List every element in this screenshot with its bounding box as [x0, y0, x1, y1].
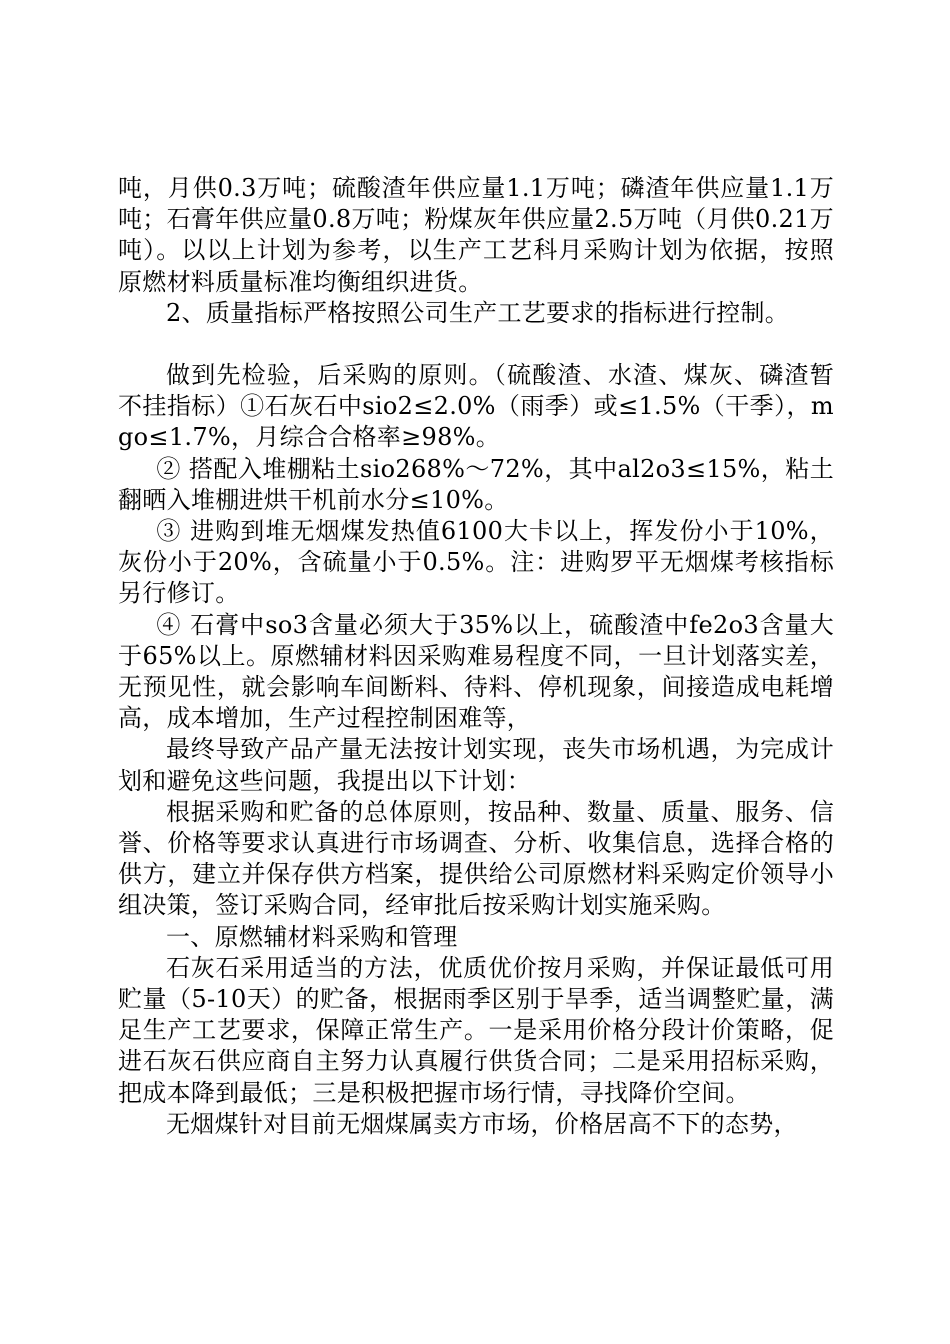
paragraph-procurement-principle: 根据采购和贮备的总体原则，按品种、数量、质量、服务、信誉、价格等要求认真进行市场调查、分析、收集信息，选择合格的供方，建立并保存供方档案，提供给公司原燃材料采购定价领导小组决策，签订采购合同，经审批后按采购计划实施采购。 [118, 797, 834, 920]
paragraph-supply-quantities: 吨，月供0.3万吨；硫酸渣年供应量1.1万吨；磷渣年供应量1.1万吨；石膏年供应量0.8万吨；粉煤灰年供应量2.5万吨（月供0.21万吨）。以以上计划为参考，以生产工艺科月采购计划为依据，按照原燃材料质量标准均衡组织进货。 [118, 174, 834, 296]
paragraph-inspect-first: 做到先检验，后采购的原则。（硫酸渣、水渣、煤灰、磷渣暂不挂指标）①石灰石中sio2≤2.0%（雨季）或≤1.5%（干季），mgo≤1.7%，月综合合格率≥98%。 [118, 361, 834, 452]
paragraph-anthracite-market: 无烟煤针对目前无烟煤属卖方市场，价格居高不下的态势， [166, 1109, 798, 1138]
paragraph-clay-spec: ② 搭配入堆棚粘土sio268%～72%，其中al2o3≤15%，粘土翻晒入堆棚进烘干机前水分≤10%。 [118, 454, 834, 514]
paragraph-anthracite-spec: ③ 进购到堆无烟煤发热值6100大卡以上，挥发份小于10%，灰份小于20%，含硫量小于0.5%。注：进购罗平无烟煤考核指标另行修订。 [118, 517, 834, 608]
document-body [118, 173, 834, 1140]
paragraph-quality-indicators: 2、质量指标严格按照公司生产工艺要求的指标进行控制。 [166, 298, 790, 327]
paragraph-gypsum-spec: ④ 石膏中so3含量必须大于35%以上，硫酸渣中fe2o3含量大于65%以上。原燃辅材料因采购难易程度不同，一旦计划落实差，无预见性，就会影响车间断料、待料、停机现象，间接造成电耗增高，成本增加，生产过程控制困难等， [118, 610, 834, 733]
section-heading: 一、原燃辅材料采购和管理 [166, 922, 458, 951]
paragraph-spacer [118, 329, 834, 360]
paragraph-consequences: 最终导致产品产量无法按计划实现，丧失市场机遇，为完成计划和避免这些问题，我提出以下计划： [118, 735, 834, 795]
paragraph-limestone: 石灰石采用适当的方法，优质优价按月采购，并保证最低可用贮量（5-10天）的贮备，根据雨季区别于旱季，适当调整贮量，满足生产工艺要求，保障正常生产。一是采用价格分段计价策略，促进石灰石供应商自主努力认真履行供货合同；二是采用招标采购，把成本降到最低；三是积极把握市场行情，寻找降价空间。 [118, 953, 834, 1107]
